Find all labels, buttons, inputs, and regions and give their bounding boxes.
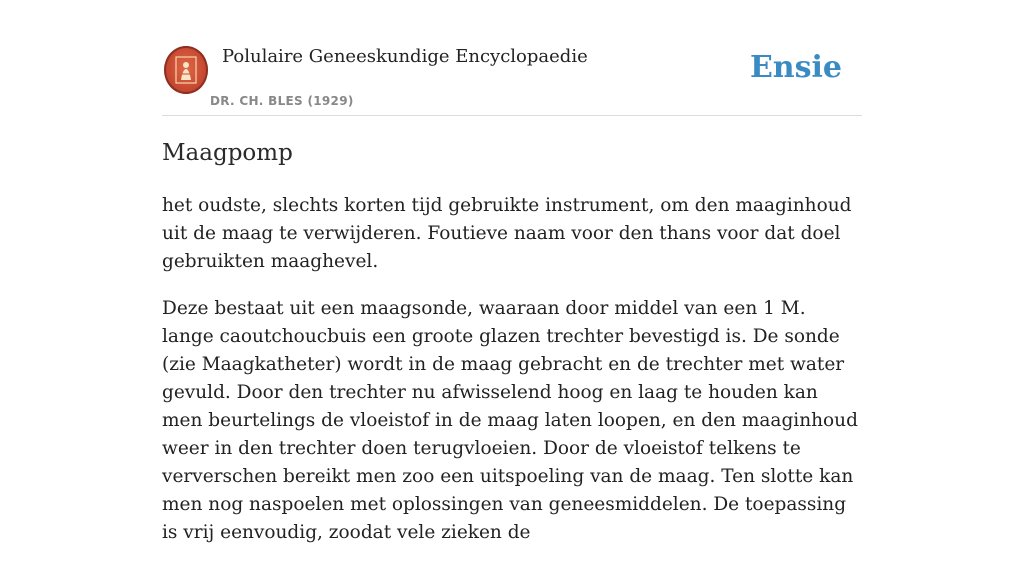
book-cover-emblem — [164, 46, 208, 94]
header — [162, 40, 862, 116]
brand-logo-link[interactable]: Ensie — [749, 50, 842, 85]
entry-title: Maagpomp — [162, 140, 293, 166]
book-cover-icon[interactable] — [164, 46, 208, 94]
entry-paragraph: Deze bestaat uit een maagsonde, waaraan door middel van een 1 M. lange caoutchoucbuis een groote glazen trechter bevestigd is. De sonde (zie Maagkatheter) wordt in de maag gebracht en de trechter met water gevuld. Door den trechter nu afwisselend hoog en laag te houden kan men beurtelings de vloeistof in de maag laten loopen, en den maaginhoud weer in den trechter doen terugvloeien. Door de vloeistof telkens te ververschen bereikt men zoo een uitspoeling van de maag. Ten slotte kan men nog naspoelen met oplossingen van geneesmiddelen. De toepassing is vrij eenvoudig, zoodat vele zieken de — [162, 298, 858, 543]
book-author: DR. CH. BLES (1929) — [210, 94, 354, 108]
entry-body — [162, 192, 862, 566]
entry-paragraph: het oudste, slechts korten tijd gebruikte instrument, om den maaginhoud uit de maag te verwijderen. Foutieve naam voor den thans voor dat doel gebruikten maaghevel. — [162, 195, 852, 272]
book-title[interactable]: Polulaire Geneeskundige Encyclopaedie — [222, 46, 588, 67]
